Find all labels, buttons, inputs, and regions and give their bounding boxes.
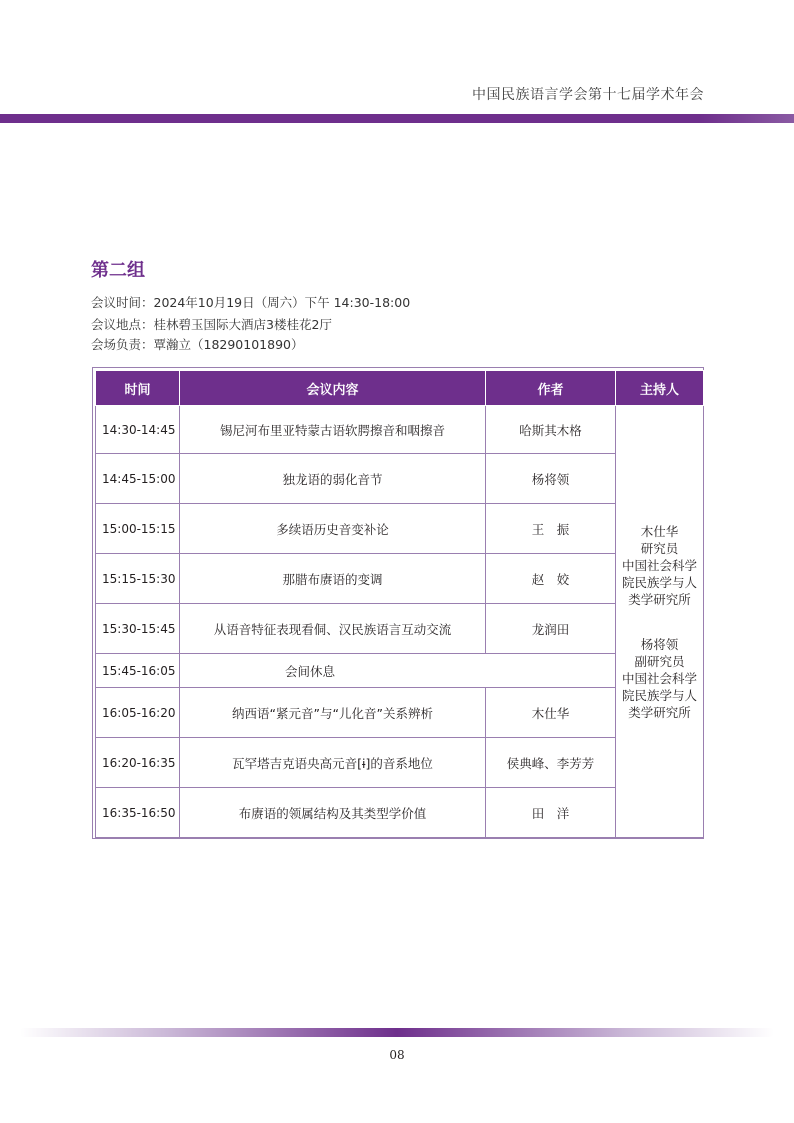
chair-1-name: 木仕华 [640,523,679,539]
header-accent-bar [0,114,794,123]
row-author: 哈斯其木格 [486,406,616,454]
table-header-row [96,371,704,406]
row-author: 侯典峰、李芳芳 [486,738,616,788]
row-author: 木仕华 [486,688,616,738]
row-time: 15:30-15:45 [96,604,180,654]
schedule-table-frame [92,367,704,839]
section-title: 第二组 [91,260,145,281]
table-row [96,554,704,604]
table-row-break [96,654,704,688]
chair-cell [616,406,704,838]
row-time: 16:35-16:50 [96,788,180,838]
break-label: 会间休息 [180,654,616,688]
row-time: 16:05-16:20 [96,688,180,738]
row-time: 14:30-14:45 [96,406,180,454]
table-row [96,688,704,738]
chair-2-org-line: 院民族学与人 [621,687,697,703]
venue-contact: 会场负责：覃瀚立（18290101890） [91,337,304,352]
meeting-time: 会议时间：2024年10月19日（周六）下午 14:30-18:00 [91,295,411,310]
chair-1-org-line: 院民族学与人 [621,574,697,590]
chair-2-org-line: 中国社会科学 [621,670,697,686]
row-author: 赵 姣 [486,554,616,604]
row-author: 田 洋 [486,788,616,838]
row-time: 15:15-15:30 [96,554,180,604]
chair-1-org-line: 类学研究所 [628,591,691,607]
column-header-chair: 主持人 [616,371,704,406]
row-topic: 纳西语“紧元音”与“儿化音”关系辨析 [180,688,486,738]
row-topic: 多续语历史音变补论 [180,504,486,554]
row-time: 14:45-15:00 [96,454,180,504]
column-header-author: 作者 [486,371,616,406]
table-row [96,504,704,554]
row-topic: 布赓语的领属结构及其类型学价值 [180,788,486,838]
table-row [96,406,704,454]
row-topic: 那腊布赓语的变调 [180,554,486,604]
footer-accent-bar [20,1028,774,1037]
chair-1-title: 研究员 [640,540,679,556]
page-number: 08 [389,1048,405,1062]
row-time: 15:45-16:05 [96,654,180,688]
column-header-topic: 会议内容 [180,371,486,406]
row-time: 15:00-15:15 [96,504,180,554]
row-topic: 锡尼河布里亚特蒙古语软腭擦音和咽擦音 [180,406,486,454]
row-topic: 独龙语的弱化音节 [180,454,486,504]
table-row [96,738,704,788]
chair-spacer [617,608,702,636]
row-author: 龙润田 [486,604,616,654]
row-topic: 从语音特征表现看侗、汉民族语言互动交流 [180,604,486,654]
row-time: 16:20-16:35 [96,738,180,788]
column-header-time: 时间 [96,371,180,406]
table-row [96,604,704,654]
table-row [96,454,704,504]
running-header-title: 中国民族语言学会第十七届学术年会 [472,87,704,103]
chair-2-title: 副研究员 [634,653,685,669]
schedule-table [95,370,704,838]
table-row [96,788,704,838]
chair-2-name: 杨将领 [640,636,679,652]
row-author: 王 振 [486,504,616,554]
row-topic: 瓦罕塔吉克语央高元音[ɨ]的音系地位 [180,738,486,788]
chair-1-org-line: 中国社会科学 [621,557,697,573]
meeting-place: 会议地点：桂林碧玉国际大酒店3楼桂花2厅 [91,317,332,332]
row-author: 杨将领 [486,454,616,504]
chair-2-org-line: 类学研究所 [628,704,691,720]
